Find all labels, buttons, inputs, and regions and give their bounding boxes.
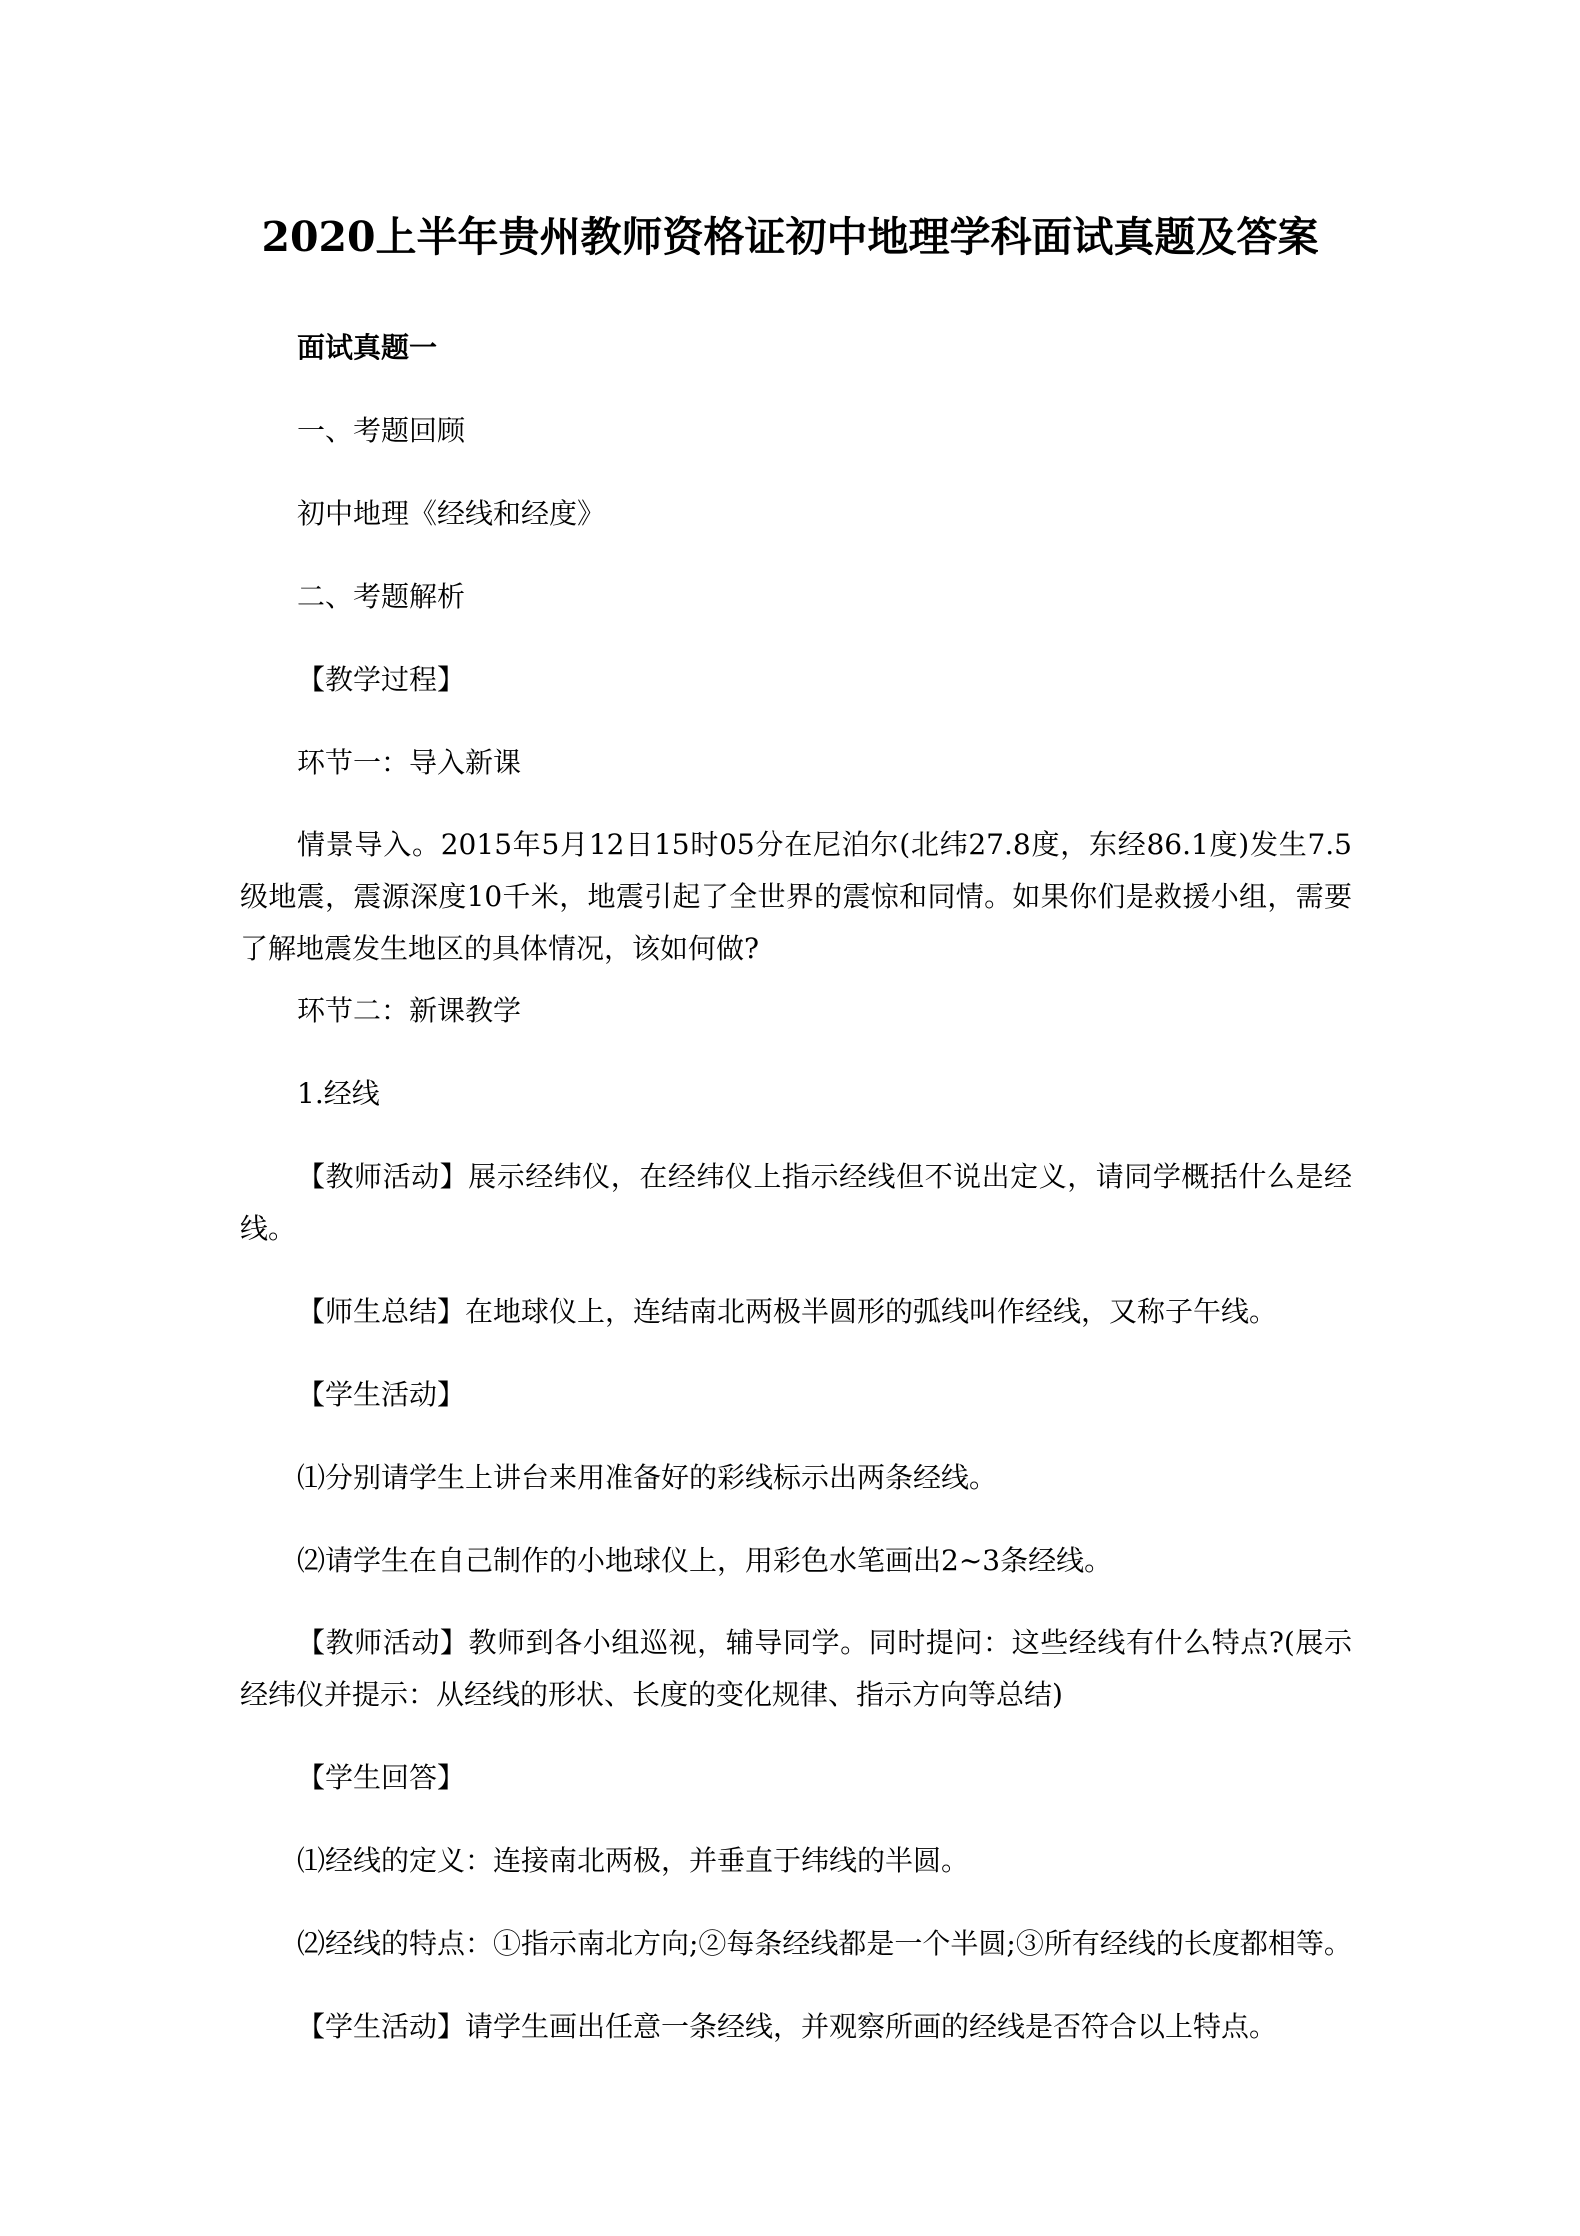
stage-one-heading: 环节一：导入新课 (297, 746, 522, 779)
student-activity-item-1: ⑴分别请学生上讲台来用准备好的彩线标示出两条经线。 (297, 1461, 998, 1494)
teacher-activity-paragraph-1: 【教师活动】展示经纬仪，在经纬仪上指示经线但不说出定义，请同学概括什么是经线。 (240, 1160, 1352, 1245)
teacher-activity-paragraph-2: 【教师活动】教师到各小组巡视，辅导同学。同时提问：这些经线有什么特点?(展示经纬仪并提示：从经线的形状、长度的变化规律、指示方向等总结) (240, 1626, 1352, 1711)
teacher-student-summary: 【师生总结】在地球仪上，连结南北两极半圆形的弧线叫作经线，又称子午线。 (297, 1295, 1278, 1328)
scenario-intro-paragraph: 情景导入。2015年5月12日15时05分在尼泊尔(北纬27.8度，东经86.1度)发生7.5级地震，震源深度10千米，地震引起了全世界的震惊和同情。如果你们是救援小组，需要了解地震发生地区的具体情况，该如何做? (240, 828, 1352, 965)
teaching-process-heading: 【教学过程】 (297, 663, 466, 696)
section-heading-review: 一、考题回顾 (297, 414, 466, 447)
section-heading-interview-one: 面试真题一 (297, 331, 438, 364)
student-answer-heading: 【学生回答】 (297, 1761, 466, 1794)
student-answer-item-1: ⑴经线的定义：连接南北两极，并垂直于纬线的半圆。 (297, 1844, 970, 1877)
stage-two-heading: 环节二：新课教学 (297, 994, 522, 1027)
document-title: 2020上半年贵州教师资格证初中地理学科面试真题及答案 (261, 213, 1319, 261)
section-heading-analysis: 二、考题解析 (297, 580, 466, 613)
student-activity-item-2: ⑵请学生在自己制作的小地球仪上，用彩色水笔画出2~3条经线。 (297, 1544, 1113, 1577)
student-activity-paragraph: 【学生活动】请学生画出任意一条经线，并观察所画的经线是否符合以上特点。 (297, 2010, 1278, 2043)
subsection-meridian: 1.经线 (297, 1077, 380, 1110)
student-answer-item-2: ⑵经线的特点：①指示南北方向;②每条经线都是一个半圆;③所有经线的长度都相等。 (297, 1927, 1352, 1960)
lesson-topic: 初中地理《经线和经度》 (297, 497, 606, 530)
student-activity-heading: 【学生活动】 (297, 1378, 466, 1411)
